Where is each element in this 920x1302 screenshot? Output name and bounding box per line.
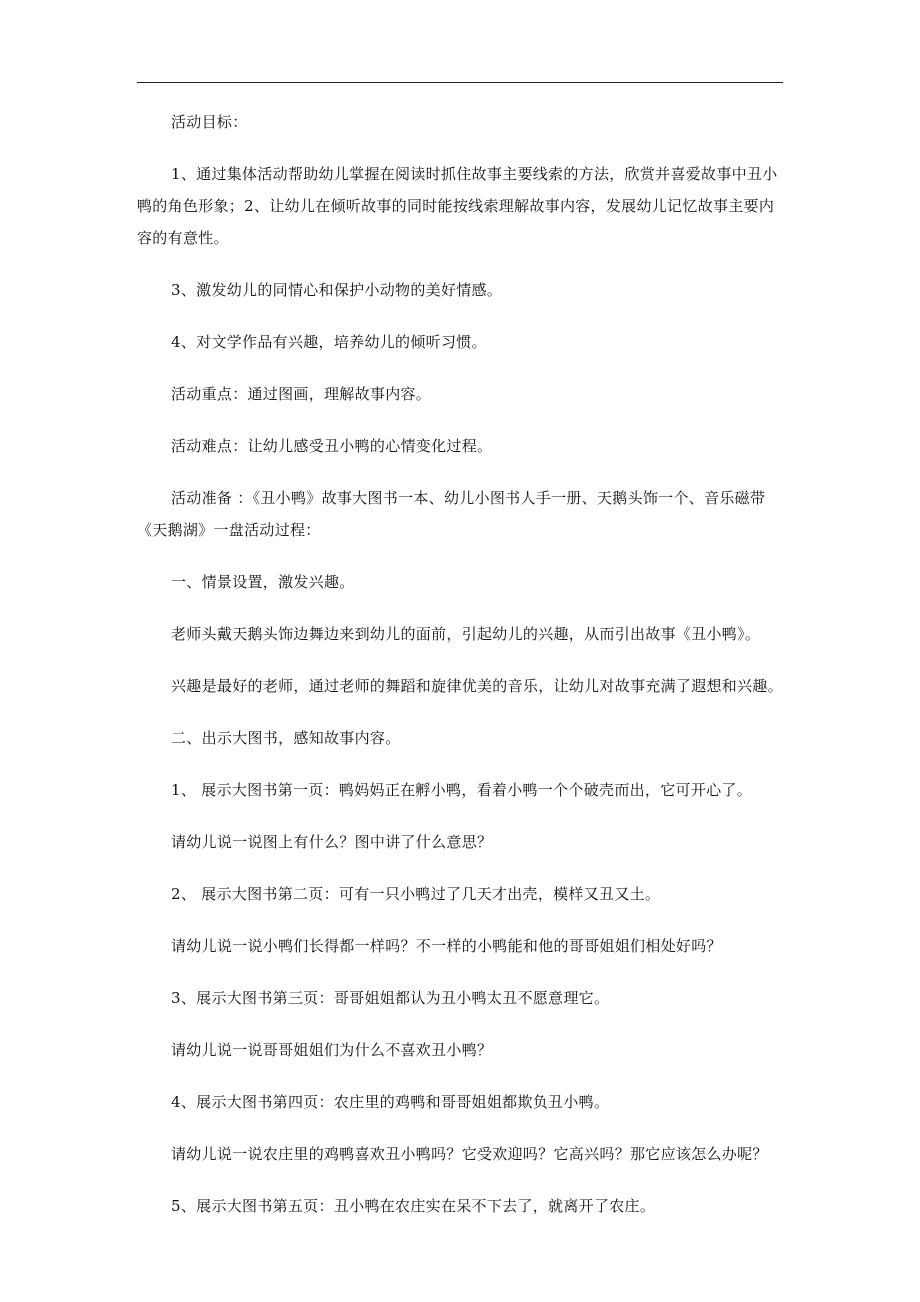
header-rule bbox=[137, 82, 783, 83]
paragraph-preparation: 活动准备 ：《丑小鸭》故事大图书一本、幼儿小图书人手一册、天鹅头饰一个、音乐磁带《天鹅湖》一盘活动过程： bbox=[137, 489, 766, 539]
paragraph-difficulty: 活动难点：让幼儿感受丑小鸭的心情变化过程。 bbox=[171, 437, 493, 455]
paragraph-question-3: 请幼儿说一说哥哥姐姐们为什么不喜欢丑小鸭？ bbox=[171, 1041, 493, 1059]
paragraph-step-2-heading: 二、出示大图书，感知故事内容。 bbox=[171, 729, 401, 747]
paragraph-step-1-heading: 一、情景设置，激发兴趣。 bbox=[171, 573, 355, 591]
paragraph-step-1-note: 兴趣是最好的老师，通过老师的舞蹈和旋律优美的音乐，让幼儿对故事充满了遐想和兴趣。 bbox=[171, 677, 784, 695]
paragraph-page-1: 1、 展示大图书第一页：鸭妈妈正在孵小鸭，看着小鸭一个个破壳而出，它可开心了。 bbox=[171, 781, 753, 799]
paragraph-objective-1-2: 1、通过集体活动帮助幼儿掌握在阅读时抓住故事主要线索的方法，欣赏并喜爱故事中丑小鸭的角色形象；2、让幼儿在倾听故事的同时能按线索理解故事内容，发展幼儿记忆故事主要内容的有意性。 bbox=[137, 165, 778, 247]
paragraph-page-3: 3、展示大图书第三页：哥哥姐姐都认为丑小鸭太丑不愿意理它。 bbox=[171, 989, 610, 1007]
paragraph-page-5: 5、展示大图书第五页：丑小鸭在农庄实在呆不下去了，就离开了农庄。 bbox=[171, 1197, 656, 1215]
paragraph-page-2: 2、 展示大图书第二页：可有一只小鸭过了几天才出壳，模样又丑又土。 bbox=[171, 885, 661, 903]
paragraph-question-2: 请幼儿说一说小鸭们长得都一样吗？不一样的小鸭能和他的哥哥姐姐们相处好吗？ bbox=[171, 937, 722, 955]
paragraph-objectives-heading: 活动目标： bbox=[171, 113, 248, 131]
paragraph-question-4: 请幼儿说一说农庄里的鸡鸭喜欢丑小鸭吗？它受欢迎吗？它高兴吗？那它应该怎么办呢？ bbox=[171, 1145, 768, 1163]
paragraph-page-4: 4、展示大图书第四页：农庄里的鸡鸭和哥哥姐姐都欺负丑小鸭。 bbox=[171, 1093, 610, 1111]
document-body bbox=[137, 106, 783, 1242]
paragraph-question-1: 请幼儿说一说图上有什么？图中讲了什么意思？ bbox=[171, 833, 493, 851]
paragraph-objective-4: 4、对文学作品有兴趣，培养幼儿的倾听习惯。 bbox=[171, 333, 487, 351]
paragraph-step-1-text: 老师头戴天鹅头饰边舞边来到幼儿的面前，引起幼儿的兴趣，从而引出故事《丑小鸭》。 bbox=[171, 625, 761, 643]
paragraph-key-point: 活动重点：通过图画，理解故事内容。 bbox=[171, 385, 432, 403]
paragraph-objective-3: 3、激发幼儿的同情心和保护小动物的美好情感。 bbox=[171, 281, 503, 299]
